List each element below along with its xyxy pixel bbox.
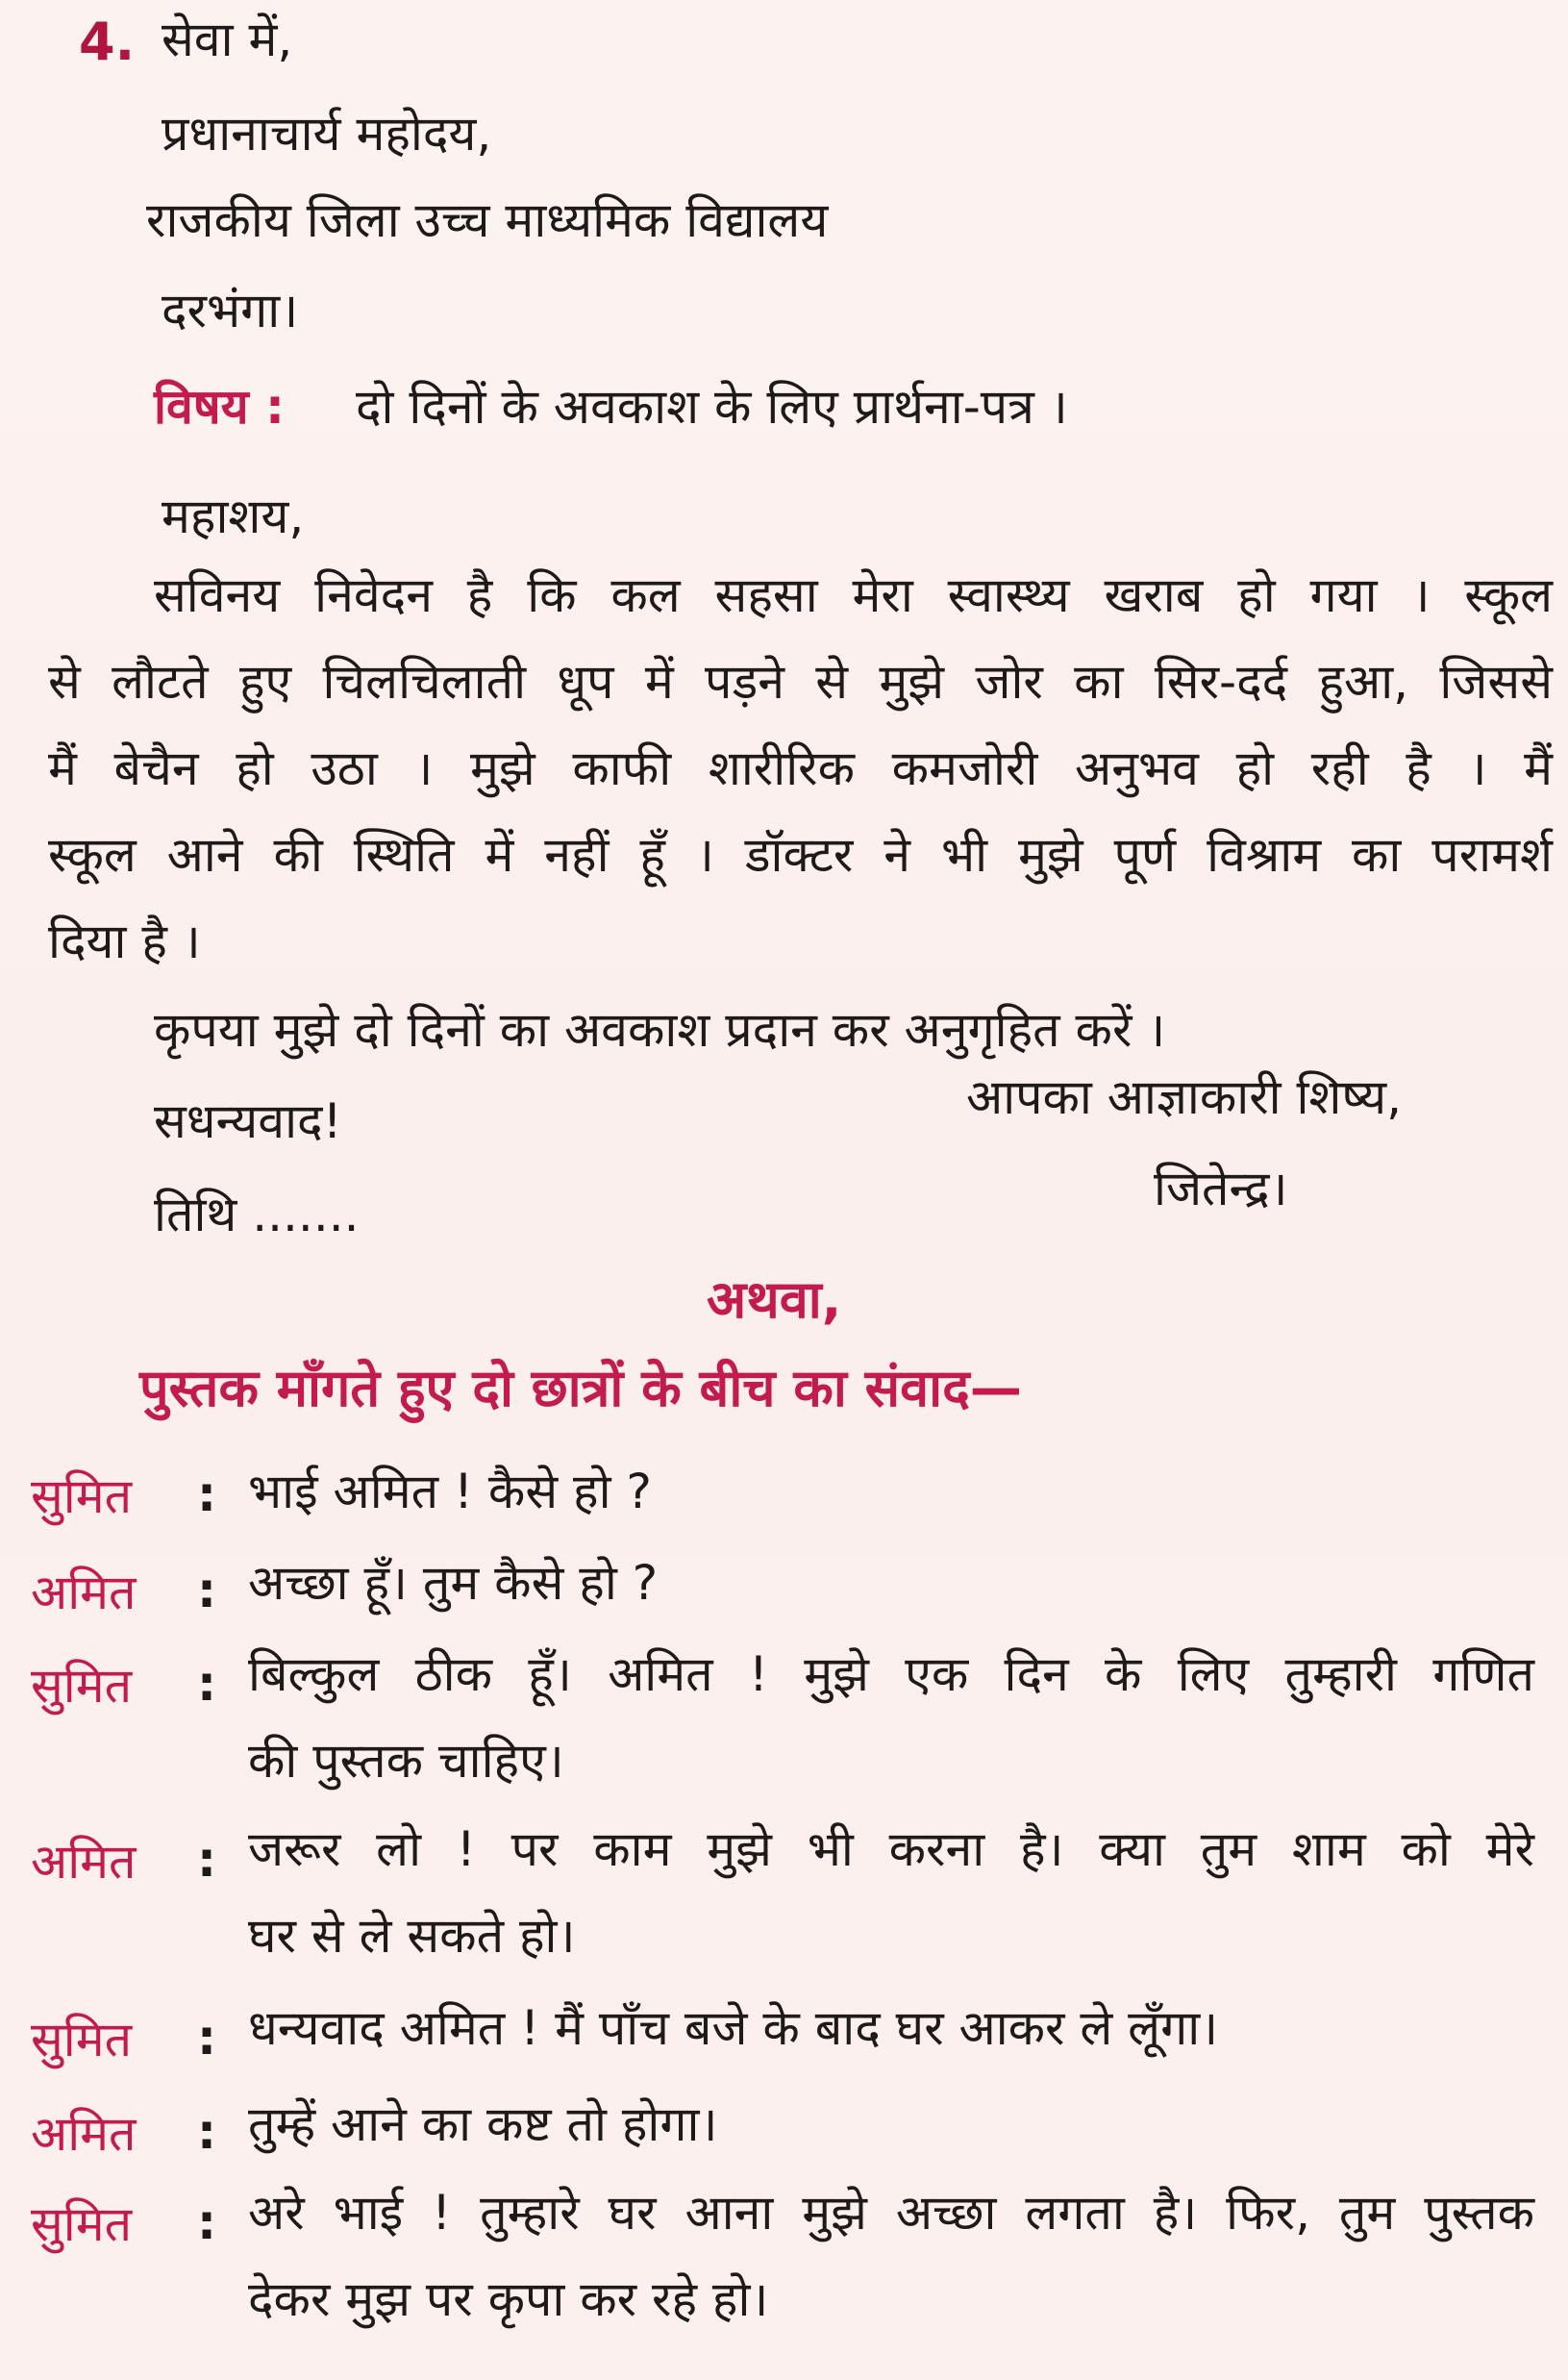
city: दरभंगा।: [162, 283, 299, 338]
body-line-3: मैं बेचैन हो उठा । मुझे काफी शारीरिक कमजोरी अनुभव हो रही है । मैं: [48, 740, 1553, 796]
dialogue-text-cont: की पुस्तक चाहिए।: [248, 1733, 564, 1789]
dialogue-colon: :: [197, 2010, 216, 2066]
subject-text: दो दिनों के अवकाश के लिए प्रार्थना-पत्र ।: [356, 379, 1068, 435]
thanks: सधन्यवाद!: [154, 1093, 342, 1149]
recipient: प्रधानाचार्य महोदय,: [162, 106, 492, 162]
speaker-amit: अमित: [31, 1565, 137, 1620]
speaker-amit: अमित: [31, 1834, 137, 1890]
greeting: महाशय,: [162, 489, 305, 544]
dialogue-text: बिल्कुल ठीक हूँ। अमित ! मुझे एक दिन के लिए तुम्हारी गणित: [248, 1646, 1534, 1702]
date-label: तिथि .......: [154, 1187, 360, 1242]
dialogue-colon: :: [197, 2104, 216, 2160]
or-heading: अथवा,: [707, 1269, 842, 1330]
speaker-sumit: सुमित: [31, 1658, 133, 1714]
dialogue-colon: :: [197, 1656, 216, 1712]
closing: आपका आज्ञाकारी शिष्य,: [966, 1069, 1403, 1125]
dialogue-text-cont: देकर मुझ पर कृपा कर रहे हो।: [248, 2271, 769, 2327]
body-line-1: सविनय निवेदन है कि कल सहसा मेरा स्वास्थ्य खराब हो गया । स्कूल: [154, 567, 1553, 623]
dialogue-colon: :: [197, 1466, 216, 1522]
question-number: 4.: [79, 12, 136, 72]
dialogue-text: अच्छा हूँ। तुम कैसे हो ?: [248, 1555, 659, 1611]
dialogue-text: अरे भाई ! तुम्हारे घर आना मुझे अच्छा लगता है। फिर, तुम पुस्तक: [248, 2185, 1534, 2241]
body-line-5: दिया है ।: [48, 914, 201, 969]
request-line: कृपया मुझे दो दिनों का अवकाश प्रदान कर अनुगृहित करें ।: [154, 1002, 1166, 1058]
subject-label: विषय :: [154, 379, 286, 435]
speaker-amit: अमित: [31, 2106, 137, 2162]
school-name: राजकीय जिला उच्च माध्यमिक विद्यालय: [146, 192, 829, 248]
dialogue-colon: :: [197, 1563, 216, 1618]
body-line-2: से लौटते हुए चिलचिलाती धूप में पड़ने से मुझे जोर का सिर-दर्द हुआ, जिससे: [48, 654, 1553, 710]
dialogue-colon: :: [197, 1832, 216, 1888]
speaker-sumit: सुमित: [31, 2012, 133, 2067]
dialogue-text: भाई अमित ! कैसे हो ?: [248, 1464, 652, 1519]
dialogue-colon: :: [197, 2194, 216, 2250]
dialogue-text-cont: घर से ले सकते हो।: [248, 1908, 576, 1964]
dialogue-text: जरूर लो ! पर काम मुझे भी करना है। क्या तुम शाम को मेरे: [248, 1821, 1534, 1877]
dialogue-text: तुम्हें आने का कष्ट तो होगा।: [248, 2096, 718, 2152]
dialogue-title: पुस्तक माँगते हुए दो छात्रों के बीच का संवाद—: [139, 1358, 1022, 1418]
speaker-sumit: सुमित: [31, 2196, 133, 2252]
body-line-4: स्कूल आने की स्थिति में नहीं हूँ । डॉक्टर ने भी मुझे पूर्ण विश्राम का परामर्श: [48, 827, 1553, 883]
salutation-to: सेवा में,: [162, 12, 293, 67]
speaker-sumit: सुमित: [31, 1468, 133, 1524]
dialogue-text: धन्यवाद अमित ! मैं पाँच बजे के बाद घर आकर ले लूँगा।: [248, 2000, 1219, 2056]
signature: जितेन्द्र।: [1154, 1161, 1288, 1216]
